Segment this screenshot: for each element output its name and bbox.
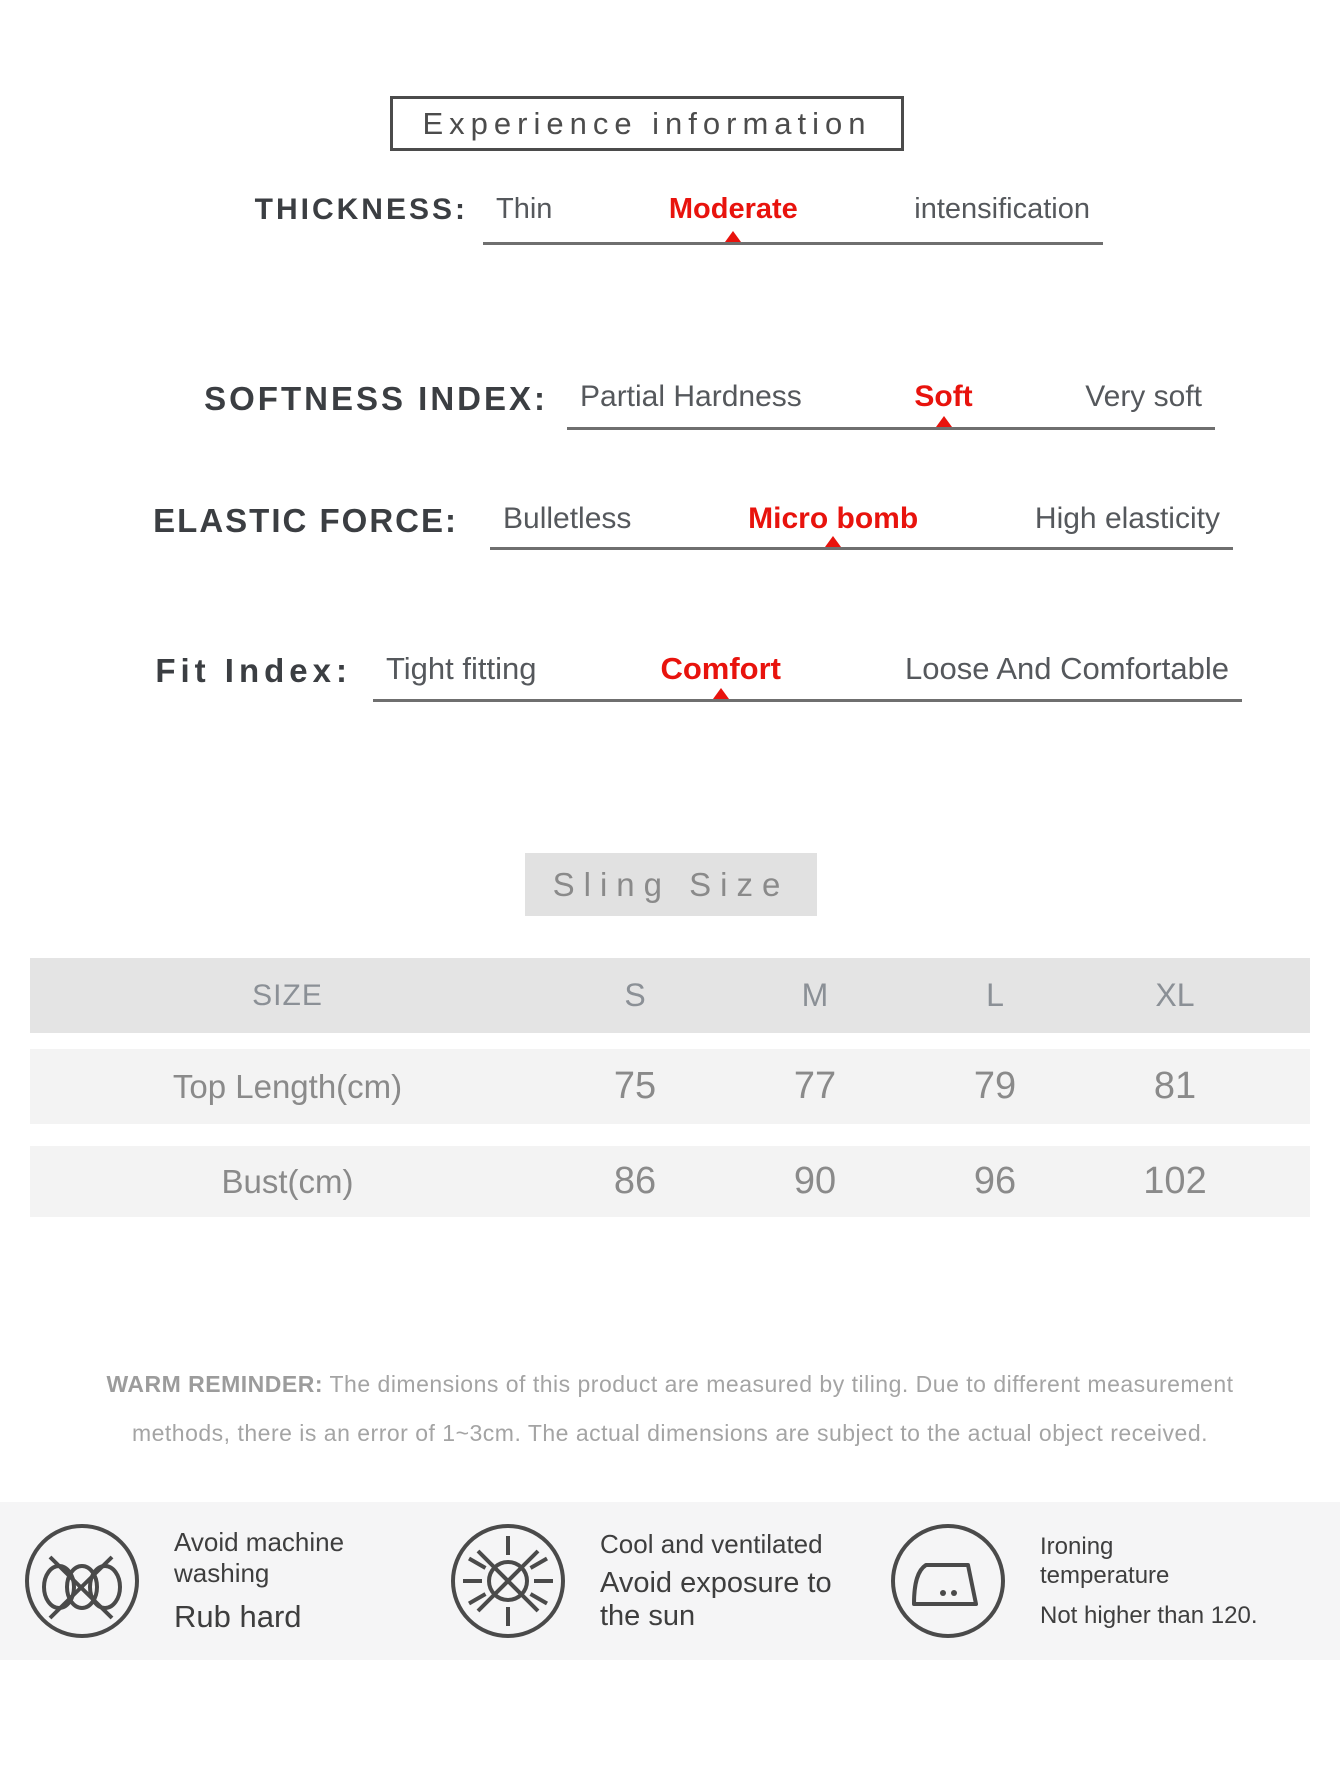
- care-title: Ironing temperature: [1040, 1533, 1170, 1589]
- warm-reminder: [35, 1360, 1305, 1458]
- size-m-header: M: [801, 977, 829, 1013]
- fit-option: Tight fitting: [386, 651, 537, 686]
- thickness-label: THICKNESS:: [254, 193, 468, 226]
- warm-reminder-line1: [35, 1360, 1305, 1409]
- care-texts: [174, 1527, 409, 1635]
- softness-option: Very soft: [1085, 380, 1202, 413]
- top-length-m: 77: [793, 1065, 837, 1107]
- thickness-scale: [483, 190, 1103, 245]
- size-l-header: L: [986, 977, 1004, 1013]
- bust-l: 96: [973, 1160, 1017, 1202]
- care-item-machine-wash: [0, 1521, 448, 1641]
- size-table-header-row: [30, 958, 1310, 1033]
- elastic-option-selected: Micro bomb: [748, 500, 918, 547]
- fit-scale: [373, 650, 1242, 702]
- care-subtitle: Avoid exposure to the sun: [600, 1567, 832, 1632]
- no-sun-exposure-icon: [448, 1521, 568, 1641]
- top-length-xl: 81: [1153, 1065, 1197, 1107]
- care-item-ironing: [888, 1521, 1340, 1641]
- row-label: Top Length(cm): [172, 1067, 403, 1105]
- elastic-label: ELASTIC FORCE:: [153, 502, 458, 539]
- top-length-l: 79: [973, 1065, 1017, 1107]
- care-texts: [1040, 1532, 1258, 1630]
- size-s-header: S: [624, 977, 646, 1013]
- row-label: Bust(cm): [221, 1162, 354, 1200]
- fit-label: Fit Index:: [155, 652, 352, 689]
- softness-scale: [567, 378, 1215, 430]
- size-xl-header: XL: [1155, 977, 1195, 1013]
- softness-option-selected: Soft: [914, 378, 972, 427]
- elastic-option: Bulletless: [503, 502, 632, 535]
- size-column-header: SIZE: [252, 978, 323, 1012]
- page-title: Experience information: [390, 96, 904, 151]
- ironing-temperature-icon: [888, 1521, 1008, 1641]
- care-title: Cool and ventilated: [600, 1529, 823, 1559]
- care-subtitle: Rub hard: [174, 1599, 302, 1634]
- care-instructions-band: [0, 1502, 1340, 1660]
- warm-reminder-label: WARM REMINDER:: [106, 1371, 324, 1397]
- thickness-option: intensification: [914, 193, 1090, 225]
- softness-option: Partial Hardness: [580, 380, 802, 413]
- thickness-option-selected: Moderate: [669, 190, 798, 242]
- care-item-sun-exposure: [448, 1521, 888, 1641]
- bust-m: 90: [793, 1160, 837, 1202]
- table-row-top-length: [30, 1049, 1310, 1124]
- top-length-s: 75: [613, 1065, 657, 1107]
- elastic-scale: [490, 500, 1233, 550]
- care-subtitle: Not higher than 120.: [1040, 1602, 1258, 1629]
- thickness-option: Thin: [496, 193, 553, 225]
- fit-option-selected: Comfort: [660, 650, 781, 699]
- size-section-heading: Sling Size: [525, 853, 817, 916]
- warm-reminder-text1: The dimensions of this product are measured by tiling. Due to different measurement: [329, 1371, 1234, 1397]
- table-row-bust: [30, 1146, 1310, 1217]
- softness-label: SOFTNESS INDEX:: [204, 380, 548, 417]
- fit-option: Loose And Comfortable: [905, 651, 1229, 686]
- no-machine-wash-icon: [22, 1521, 142, 1641]
- elastic-option: High elasticity: [1034, 502, 1220, 535]
- bust-xl: 102: [1143, 1160, 1207, 1202]
- care-texts: [600, 1529, 870, 1633]
- care-title: Avoid machine washing: [174, 1527, 345, 1588]
- bust-s: 86: [613, 1160, 657, 1202]
- warm-reminder-line2: methods, there is an error of 1~3cm. The actual dimensions are subject to the actual object received.: [131, 1420, 1209, 1446]
